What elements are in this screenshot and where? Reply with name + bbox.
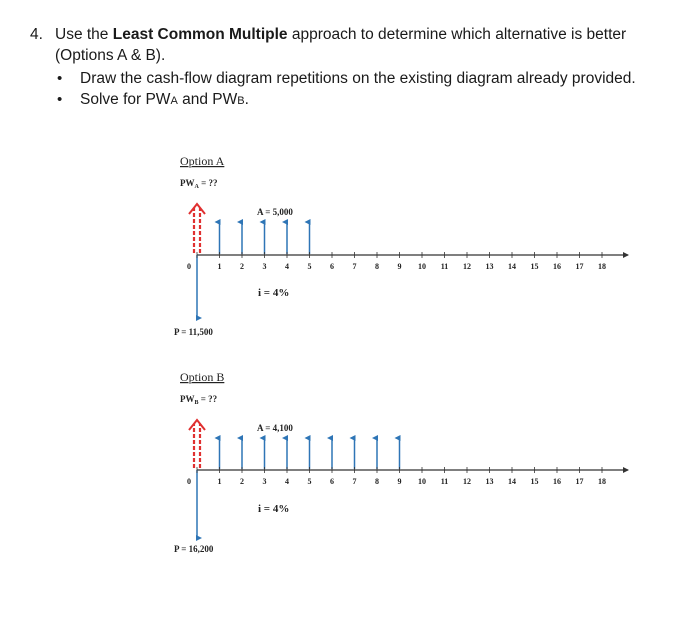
- option-a-tick-label-17: 17: [575, 262, 584, 271]
- option-a-tick-label-8: 8: [375, 262, 379, 271]
- option-a-tick-label-0: 0: [187, 262, 191, 271]
- option-b-tick-label-9: 9: [397, 477, 402, 486]
- option-b-timeline: [187, 420, 628, 538]
- option-b-tick-label-5: 5: [307, 477, 312, 486]
- option-a-timeline: [187, 204, 628, 318]
- option-a-tick-label-12: 12: [463, 262, 471, 271]
- option-b-tick-label-10: 10: [418, 477, 426, 486]
- option-b-interest: i = 4%: [258, 503, 290, 515]
- option-b-tick-label-15: 15: [530, 477, 539, 486]
- option-a-tick-label-5: 5: [307, 262, 312, 271]
- question-intro: Use the Least Common Multiple approach to determine which alternative is better (Options A & B).: [55, 26, 627, 64]
- option-a-tick-label-13: 13: [485, 262, 494, 271]
- option-a-annuity: A = 5,000: [257, 207, 293, 217]
- option-a-present-value: P = 11,500: [174, 327, 213, 337]
- option-a-tick-label-3: 3: [262, 262, 267, 271]
- option-a-tick-label-10: 10: [418, 262, 426, 271]
- option-a-pw-arrowhead: [189, 204, 205, 214]
- option-b-tick-label-14: 14: [508, 477, 516, 486]
- option-b-tick-label-6: 6: [330, 477, 334, 486]
- option-b-tick-label-12: 12: [463, 477, 471, 486]
- option-b-tick-label-11: 11: [440, 477, 449, 486]
- option-a-tick-label-9: 9: [397, 262, 402, 271]
- option-a-tick-label-11: 11: [440, 262, 449, 271]
- option-a-tick-label-4: 4: [285, 262, 289, 271]
- question-bold-term: Least Common Multiple: [112, 26, 288, 43]
- option-b-tick-label-8: 8: [375, 477, 379, 486]
- option-b-tick-label-7: 7: [352, 477, 357, 486]
- option-a-pw-label: $PW_A$ = ??: [180, 178, 218, 190]
- bullet-icon: •: [57, 70, 63, 87]
- option-a-tick-label-6: 6: [330, 262, 334, 271]
- option-b-title: Option B: [180, 370, 225, 384]
- bullet-solve: • Solve for PWA and PWB.: [57, 91, 249, 108]
- option-b-tick-label-18: 18: [598, 477, 606, 486]
- option-b-pw-label: $PW_B$ = ??: [180, 394, 218, 406]
- option-b-tick-label-4: 4: [285, 477, 289, 486]
- option-a-diagram: [174, 154, 628, 337]
- option-a-interest: i = 4%: [258, 287, 290, 299]
- option-b-tick-label-17: 17: [575, 477, 584, 486]
- option-a-tick-label-18: 18: [598, 262, 606, 271]
- question-number: 4.: [30, 26, 43, 43]
- option-a-tick-label-15: 15: [530, 262, 539, 271]
- option-a-title: Option A: [180, 154, 225, 168]
- option-b-diagram: [174, 370, 628, 554]
- option-b-tick-label-1: 1: [217, 477, 222, 486]
- option-a-tick-label-7: 7: [352, 262, 357, 271]
- option-b-tick-label-3: 3: [262, 477, 267, 486]
- bullet-draw: • Draw the cash-flow diagram repetitions on the existing diagram already provided.: [57, 70, 636, 87]
- option-a-tick-label-2: 2: [240, 262, 244, 271]
- option-b-tick-label-0: 0: [187, 477, 191, 486]
- option-b-tick-label-13: 13: [485, 477, 494, 486]
- option-a-tick-label-1: 1: [217, 262, 222, 271]
- bullet-icon: •: [57, 91, 63, 108]
- option-a-tick-label-16: 16: [553, 262, 561, 271]
- option-b-annuity: A = 4,100: [257, 423, 293, 433]
- option-a-tick-label-14: 14: [508, 262, 516, 271]
- option-b-pw-arrowhead: [189, 420, 205, 430]
- option-b-tick-label-16: 16: [553, 477, 561, 486]
- option-b-tick-label-2: 2: [240, 477, 244, 486]
- option-b-present-value: P = 16,200: [174, 544, 214, 554]
